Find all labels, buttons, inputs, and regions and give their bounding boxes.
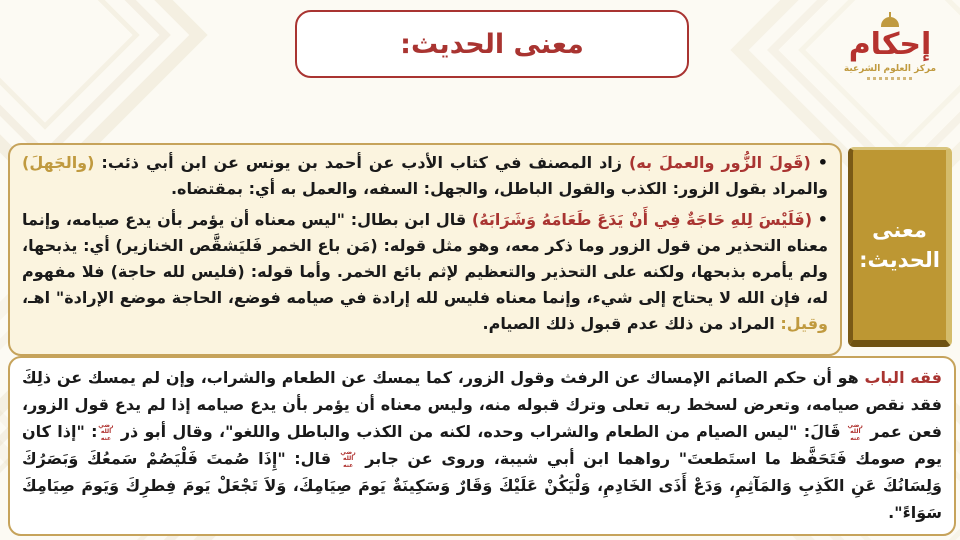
section-tab-label-line2: الحديث: xyxy=(859,248,940,272)
logo-fineprint-bar xyxy=(867,77,913,80)
mosque-dome-icon xyxy=(881,17,899,27)
bullet-paragraph: • (فَلَيْسَ لِلهِ حَاجَةٌ فِي أَنْ يَدَعَ طَعَامَهُ وَشَرَابَهُ) قال ابن بطال: "ليس معناه أن يؤمر بأن يدع صيامه، وإنما معناه التحذير من قول الزور وما ذكر معه، وهو مثل قوله: (مَن باع الخمر فَليَشقَّص الخنازير) أي: يذبحها، ولم يأمره بذبحها، ولكنه على التحذير والتعظيم لإثم بائع الخمر. وأما قوله: (فليس لله حاجة) فلا مفهوم له، فإن الله لا يحتاج إلى شيء، وإنما معناه فليس لله إرادة في صيامه فوضع، الحاجة موضع الإرادة" اهـ، وقيل: المراد من ذلك عدم قبول ذلك الصيام. xyxy=(22,210,828,333)
slide-title-box xyxy=(295,10,689,78)
logo-subtitle: مركز العلوم الشرعية xyxy=(843,63,937,74)
fiqh-paragraph: فقه الباب هو أن حكم الصائم الإمساك عن الرفث وقول الزور، كما يمسك عن الطعام والشراب، وإن لم يمسك عن ذلِكَ فقد نقص صيامه، وتعرض لسخط ربه تعلى وترك قبوله منه، وليس معناه أن يؤمر بأن يدع صيامه إذا لم يدع قول الزور، فعن عمر رضي الله عنه قَالَ: "ليس الصيام من الطعام والشراب وحده، لكنه من الكذب والباطل واللغو"، وقال أبو ذر رضي الله عنه: "إذا كان يوم صومك فَتَحَفَّظ ما استَطعتَ" رواهما ابن أبي شيبة، وروى عن جابر رضي الله عنه قال: "إِذَا صُمتَ فَلْيَصُمْ سَمعُكَ وَبَصَرُكَ وَلِسَانُكَ عَنِ الكَذِبِ وَالمَآثِمِ، وَدَعْ أَذَى الخَادِمِ، وَلْيَكُنْ عَلَيْكَ وَقَارٌ وَسَكِينَةٌ يَومَ صِيَامِكَ، وَلاَ تَجْعَلْ يَومَ فِطرِكَ وَيَومَ صِيَامِكَ سَوَاءً". xyxy=(22,368,943,522)
hadith-meaning-box xyxy=(8,143,842,356)
brand-logo xyxy=(830,12,950,80)
bullet-paragraph: • (قَولَ الزُّور والعملَ به) زاد المصنف في كتاب الأدب عن أحمد بن يونس عن ابن أبي ذئب: (والجَهلَ) والمراد بقول الزور: الكذب والقول الباطل، والجهل: السفه، والعمل به أي: بمقتضاه. xyxy=(22,153,829,198)
background-ornament xyxy=(0,0,160,150)
logo-wordmark: إحكام xyxy=(848,27,932,62)
section-tab xyxy=(848,147,952,347)
fiqh-al-bab-box xyxy=(8,356,956,536)
page-title: معنى الحديث: xyxy=(400,28,584,60)
section-tab-label-line1: معنى xyxy=(872,217,927,242)
